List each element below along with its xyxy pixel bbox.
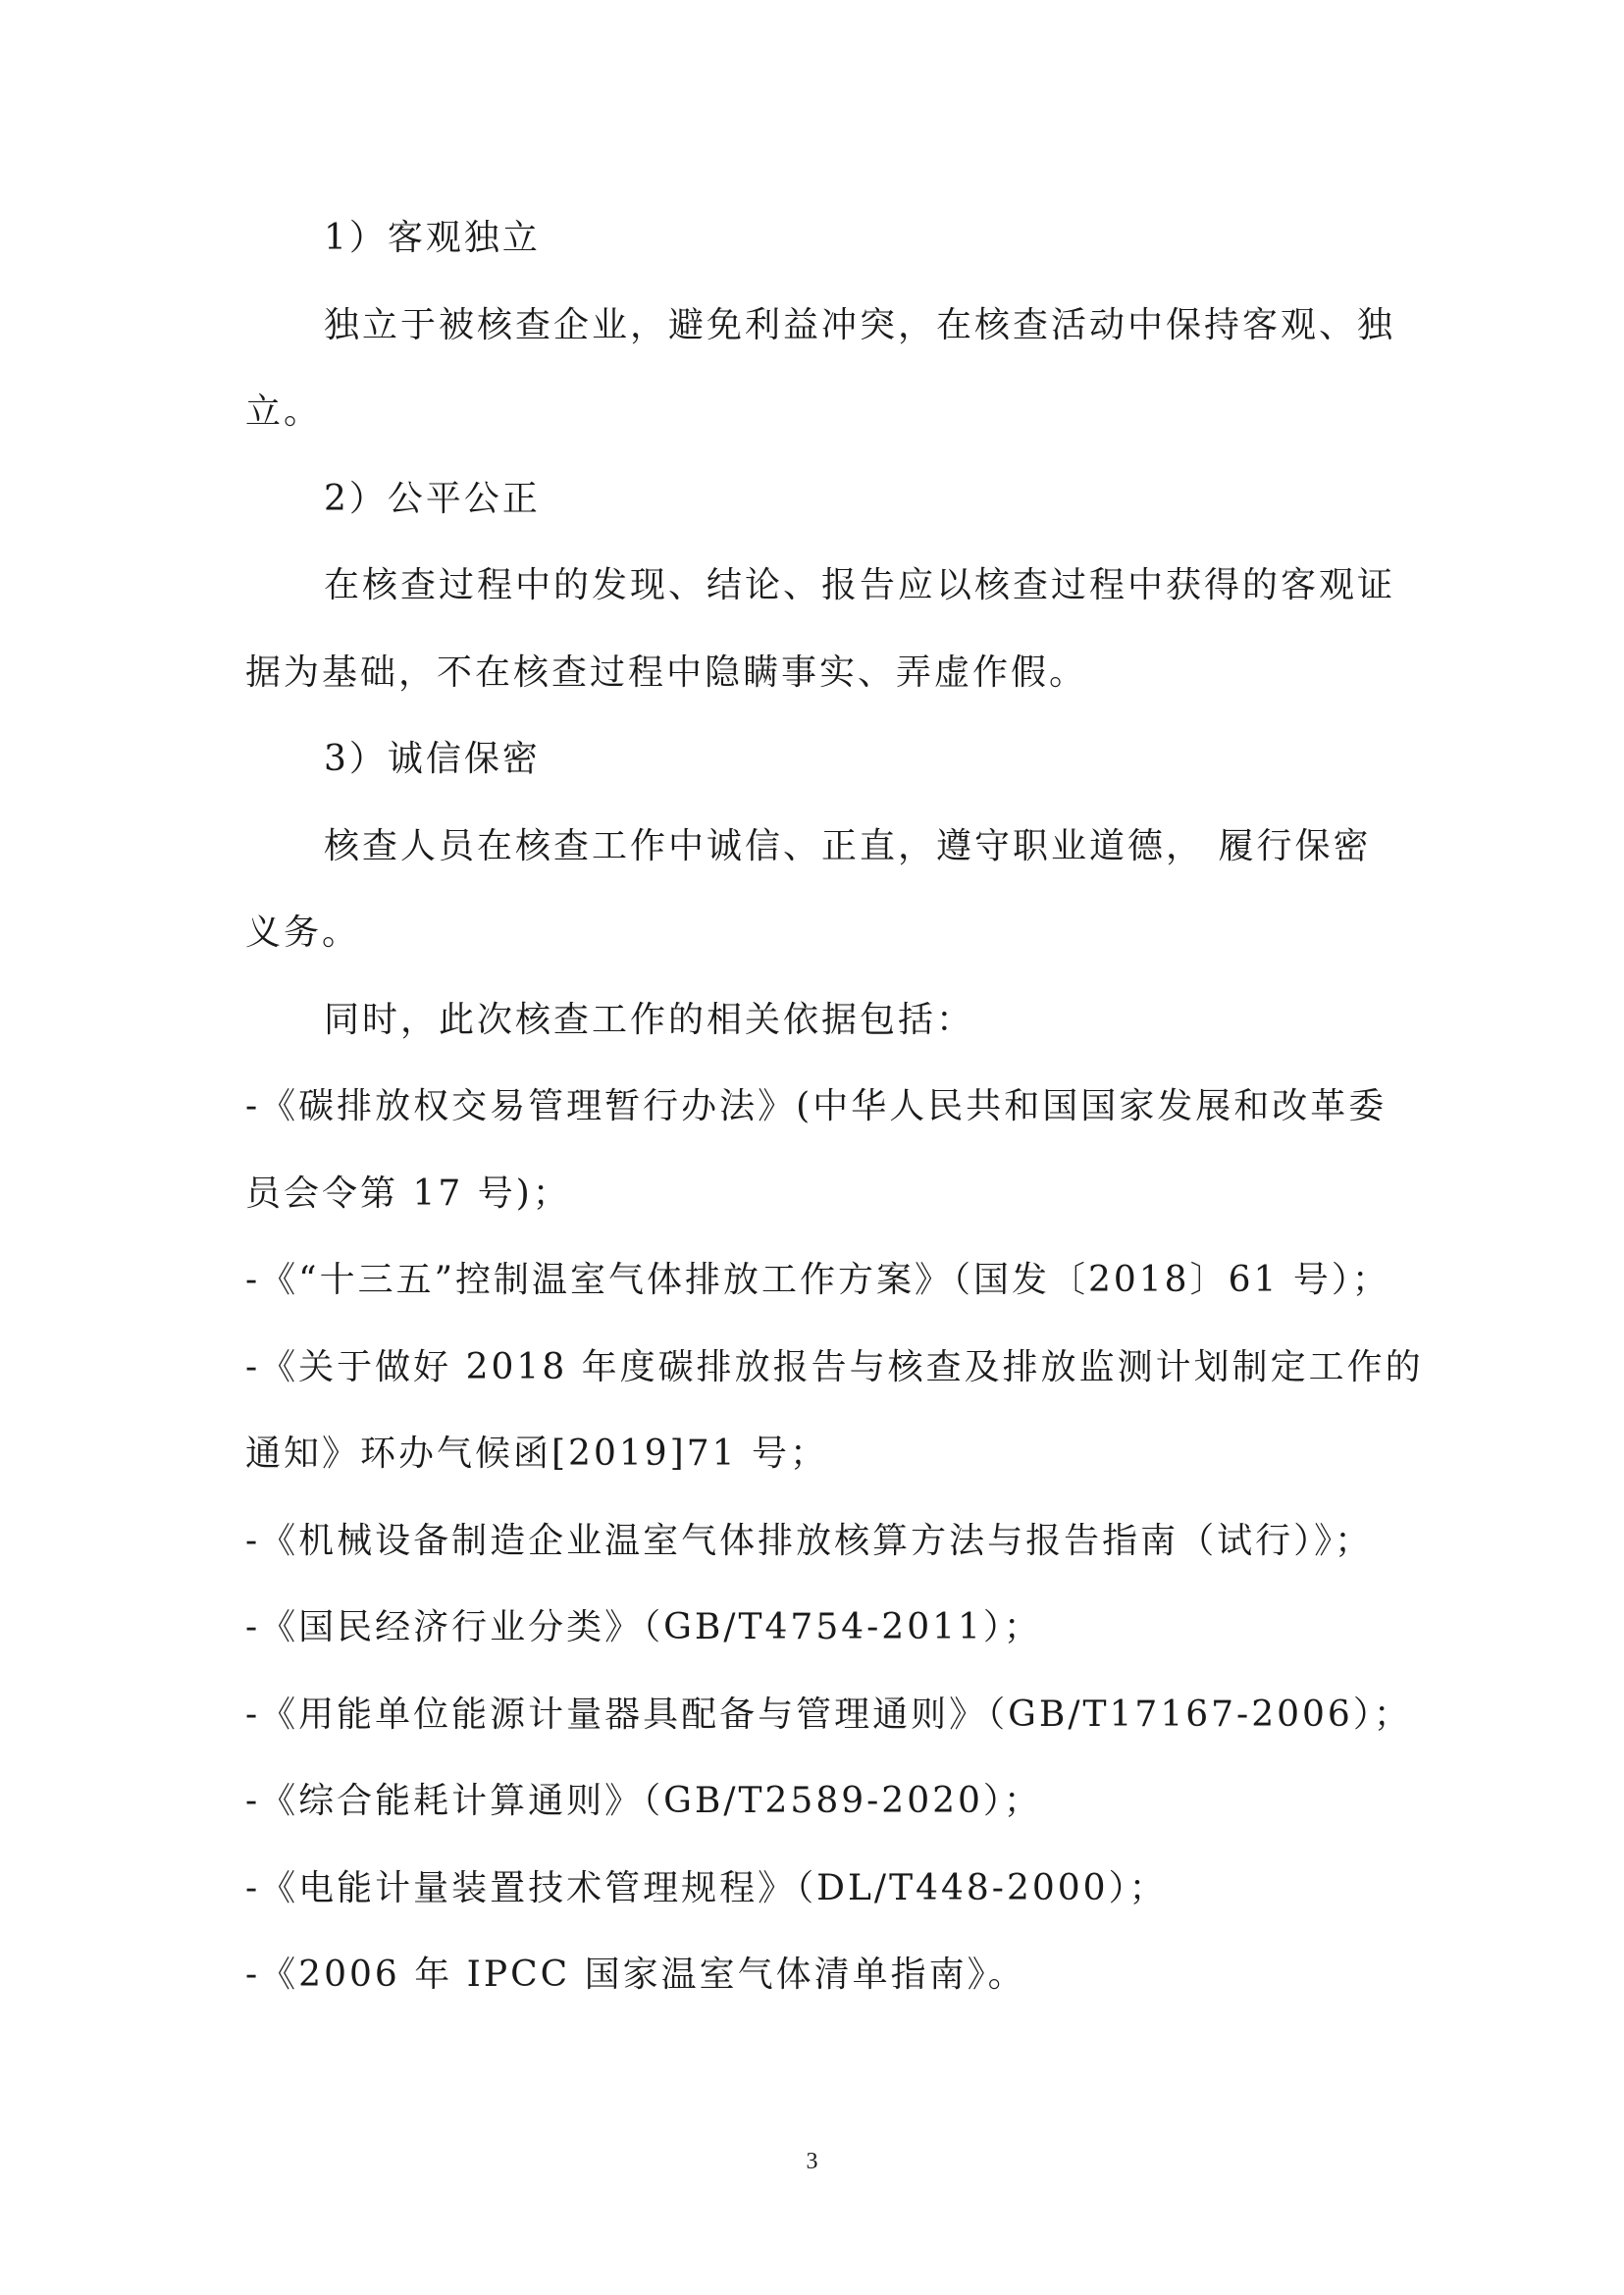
basis-item-line: -《综合能耗计算通则》（GB/T2589-2020）； (245, 1781, 1042, 1821)
principle-body-line: 立。 (245, 391, 323, 432)
basis-intro: 同时，此次核查工作的相关依据包括： (324, 1000, 975, 1040)
basis-item-line: 员会令第 17 号)； (245, 1174, 571, 1214)
principle-body-line: 在核查过程中的发现、结论、报告应以核查过程中获得的客观证 (324, 565, 1396, 605)
basis-item-line: 通知》环办气候函[2019]71 号； (245, 1434, 828, 1474)
basis-item-line: -《关于做好 2018 年度碳排放报告与核查及排放监测计划制定工作的 (245, 1347, 1424, 1387)
basis-item-line: -《国民经济行业分类》（GB/T4754-2011）； (245, 1607, 1042, 1647)
basis-item-line: -《电能计量装置技术管理规程》（DL/T448-2000）； (245, 1868, 1168, 1908)
basis-item-line: -《用能单位能源计量器具配备与管理通则》（GB/T17167-2006）； (245, 1695, 1412, 1735)
principle-body-line: 义务。 (245, 913, 361, 953)
principle-heading-2: 2）公平公正 (324, 479, 541, 519)
principle-body-line: 独立于被核查企业，避免利益冲突，在核查活动中保持客观、独 (324, 305, 1396, 345)
basis-item-line: -《2006 年 IPCC 国家温室气体清单指南》。 (245, 1955, 1026, 1995)
basis-item-line: -《“十三五”控制温室气体排放工作方案》（国发〔2018〕61 号）； (245, 1260, 1390, 1300)
page-number: 3 (806, 2149, 818, 2174)
basis-item-line: -《机械设备制造企业温室气体排放核算方法与报告指南（试行）》； (245, 1521, 1374, 1561)
principle-body-line: 核查人员在核查工作中诚信、正直，遵守职业道德， 履行保密 (324, 826, 1372, 866)
basis-item-line: -《碳排放权交易管理暂行办法》(中华人民共和国国家发展和改革委 (245, 1086, 1388, 1126)
principle-heading-1: 1）客观独立 (324, 218, 541, 258)
principle-heading-3: 3）诚信保密 (324, 739, 541, 779)
principle-body-line: 据为基础，不在核查过程中隐瞒事实、弄虚作假。 (245, 652, 1088, 693)
